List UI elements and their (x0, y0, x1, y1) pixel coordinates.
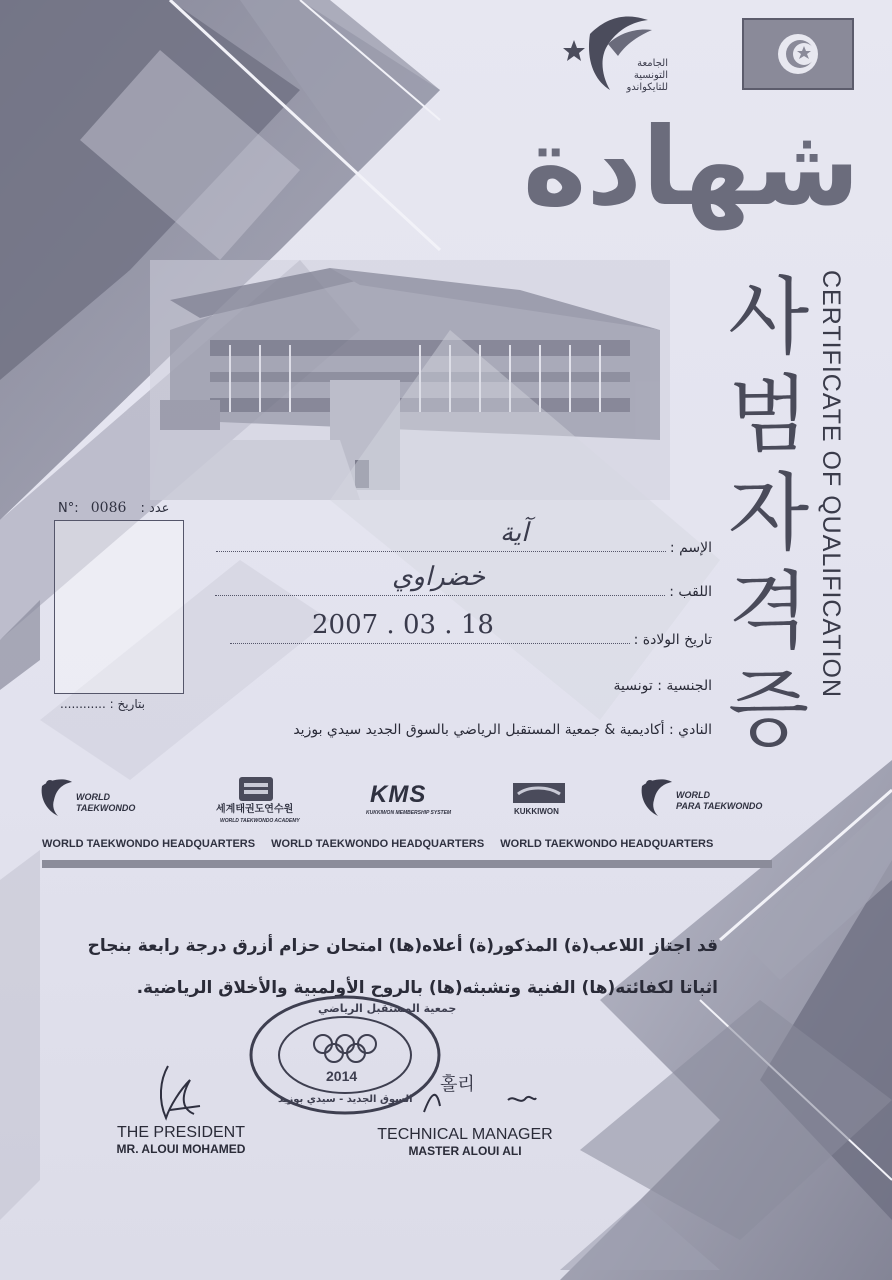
kms-logo (366, 772, 456, 828)
name-dots (216, 541, 666, 552)
kukkiwon-text: KUKKIWON (514, 807, 559, 816)
academy-korean: 세계태권도연수원 (216, 804, 294, 815)
number-value: 0086 (90, 500, 127, 516)
club-value: أكاديمية & جمعية المستقبل الرياضي بالسوق الجديد سيدي بوزيد (293, 722, 665, 738)
headquarters-label: WORLD TAEKWONDO HEADQUARTERS (500, 838, 714, 850)
stamp-year: 2014 (326, 1068, 358, 1084)
academy-icon (238, 776, 274, 802)
club-label: النادي : (668, 722, 712, 738)
birth-label: تاريخ الولادة : (633, 632, 712, 648)
manager-signature (418, 1076, 538, 1120)
president-name: MR. ALOUI MOHAMED (116, 1142, 246, 1156)
kms-subtitle: KUKKIWON MEMBERSHIP SYSTEM (366, 810, 452, 816)
manager-signature-korean: 홀리 (440, 1074, 475, 1095)
nationality-value: تونسية (613, 678, 653, 694)
headquarters-label: WORLD TAEKWONDO HEADQUARTERS (271, 838, 485, 850)
para-tkd-line2: PARA TAEKWONDO (676, 801, 763, 811)
president-signature-block (96, 1124, 266, 1156)
logos-row (40, 772, 780, 828)
divider-bar (42, 860, 772, 868)
world-taekwondo-icon (40, 776, 74, 816)
para-tkd-line1: WORLD (676, 790, 710, 800)
president-signature (150, 1060, 210, 1130)
club-stamp (248, 994, 457, 1116)
body-line-2: اثباتا لكفائته(ها) الفنية وتشبثه(ها) بالروح الأولمبية والأخلاق الرياضية. (136, 978, 718, 998)
body-line-1: قد اجتاز اللاعب(ة) المذكور(ة) أعلاه(ها) امتحان حزام أزرق درجة رابعة بنجاح (87, 936, 718, 956)
name-label: الإسم : (669, 540, 712, 556)
world-para-taekwondo-icon (640, 776, 674, 816)
title-korean (728, 268, 808, 758)
title-korean-char: 증 (728, 660, 810, 758)
stamp-bottom-text: السوق الجديد - سيدي بوزيد (278, 1094, 413, 1105)
president-role: THE PRESIDENT (116, 1124, 245, 1141)
manager-role: TECHNICAL MANAGER (377, 1126, 553, 1143)
manager-name: MASTER ALOUI ALI (408, 1144, 522, 1158)
headquarters-row (42, 838, 782, 850)
crescent-star-icon (744, 20, 852, 88)
world-tkd-line1: WORLD (76, 792, 110, 802)
title-korean-char: 범 (728, 366, 810, 464)
surname-label: اللقب : (669, 584, 712, 600)
certificate-number (58, 500, 169, 516)
title-arabic: شهادة (522, 105, 860, 230)
academy-english: WORLD TAEKWONDO ACADEMY (220, 818, 300, 824)
academy-logo (216, 772, 306, 828)
name-field (216, 540, 712, 556)
headquarters-label: WORLD TAEKWONDO HEADQUARTERS (42, 838, 256, 850)
surname-value: خضراوي (392, 562, 486, 592)
olympic-rings-icon (314, 1035, 376, 1062)
kukkiwon-icon (512, 782, 566, 804)
manager-signature-block (370, 1126, 560, 1158)
birth-value: 2007 . 03 . 18 (312, 610, 494, 640)
photo-date-label: بتاريخ : ............ (60, 697, 145, 711)
stamp-top-text: جمعية المستقبل الرياضي (318, 1002, 457, 1015)
title-korean-char: 사 (728, 268, 810, 366)
federation-name: الجامعة التونسية للتايكواندو (626, 58, 668, 93)
federation-logo (560, 14, 670, 110)
number-prefix: N°: (58, 501, 79, 516)
kukkiwon-logo (512, 772, 572, 828)
number-suffix: : عدد (140, 501, 170, 516)
nationality-field (613, 678, 712, 694)
title-korean-char: 격 (728, 562, 810, 660)
world-tkd-line2: TAEKWONDO (76, 803, 136, 813)
world-para-taekwondo-logo (640, 772, 780, 828)
tunisia-flag (742, 18, 854, 90)
photo-placeholder (54, 520, 184, 694)
world-taekwondo-logo (40, 772, 160, 828)
title-korean-char: 자 (728, 464, 810, 562)
nationality-label: الجنسية : (657, 678, 712, 694)
club-field (293, 722, 712, 738)
title-english: CERTIFICATE OF QUALIFICATION (817, 270, 845, 699)
kms-text: KMS (370, 781, 427, 808)
name-value: آية (500, 518, 529, 548)
